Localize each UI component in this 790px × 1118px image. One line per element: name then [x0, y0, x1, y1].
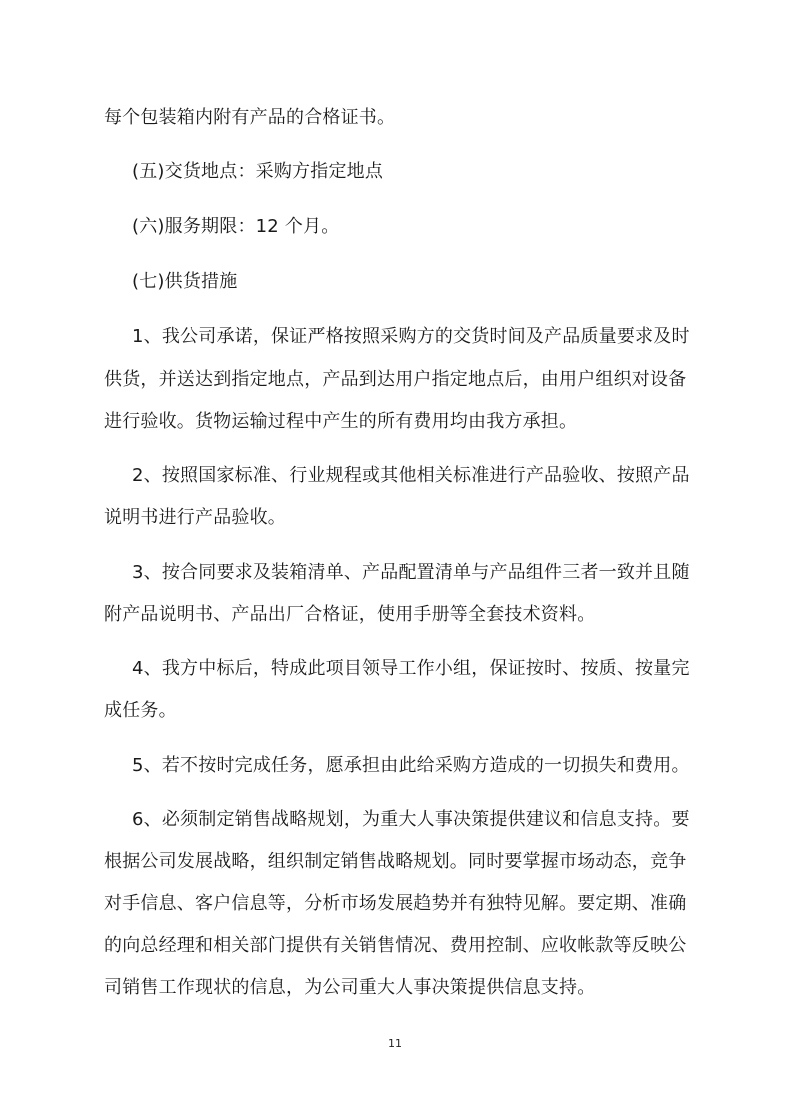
text-line: 的向总经理和相关部门提供有关销售情况、费用控制、应收帐款等反映公 [104, 935, 687, 956]
text-line: 5、若不按时完成任务，愿承担由此给采购方造成的一切损失和费用。 [132, 755, 690, 776]
text-line: (六)服务期限：12 个月。 [132, 216, 340, 237]
text-line: 1、我公司承诺，保证严格按照采购方的交货时间及产品质量要求及时 [132, 326, 690, 347]
text-line: 根据公司发展战略，组织制定销售战略规划。同时要掌握市场动态，竞争 [104, 851, 687, 872]
text-line: 4、我方中标后，特成此项目领导工作小组，保证按时、按质、按量完 [132, 658, 690, 679]
text-line: 说明书进行产品验收。 [104, 507, 286, 528]
text-line: 成任务。 [104, 700, 177, 721]
text-line: 附产品说明书、产品出厂合格证，使用手册等全套技术资料。 [104, 604, 596, 625]
text-line: 6、必须制定销售战略规划，为重大人事决策提供建议和信息支持。要 [132, 809, 690, 830]
page-number: 11 [388, 1037, 402, 1050]
text-line: (七)供货措施 [132, 271, 238, 292]
text-line: 每个包装箱内附有产品的合格证书。 [104, 107, 396, 128]
text-line: 供货，并送达到指定地点，产品到达用户指定地点后，由用户组织对设备 [104, 369, 687, 390]
text-line: 3、按合同要求及装箱清单、产品配置清单与产品组件三者一致并且随 [132, 562, 690, 583]
text-line: 对手信息、客户信息等，分析市场发展趋势并有独特见解。要定期、准确 [104, 893, 687, 914]
text-line: 2、按照国家标准、行业规程或其他相关标准进行产品验收、按照产品 [132, 465, 690, 486]
text-line: 进行验收。货物运输过程中产生的所有费用均由我方承担。 [104, 411, 578, 432]
text-line: 司销售工作现状的信息，为公司重大人事决策提供信息支持。 [104, 977, 596, 998]
text-line: (五)交货地点：采购方指定地点 [132, 161, 384, 182]
